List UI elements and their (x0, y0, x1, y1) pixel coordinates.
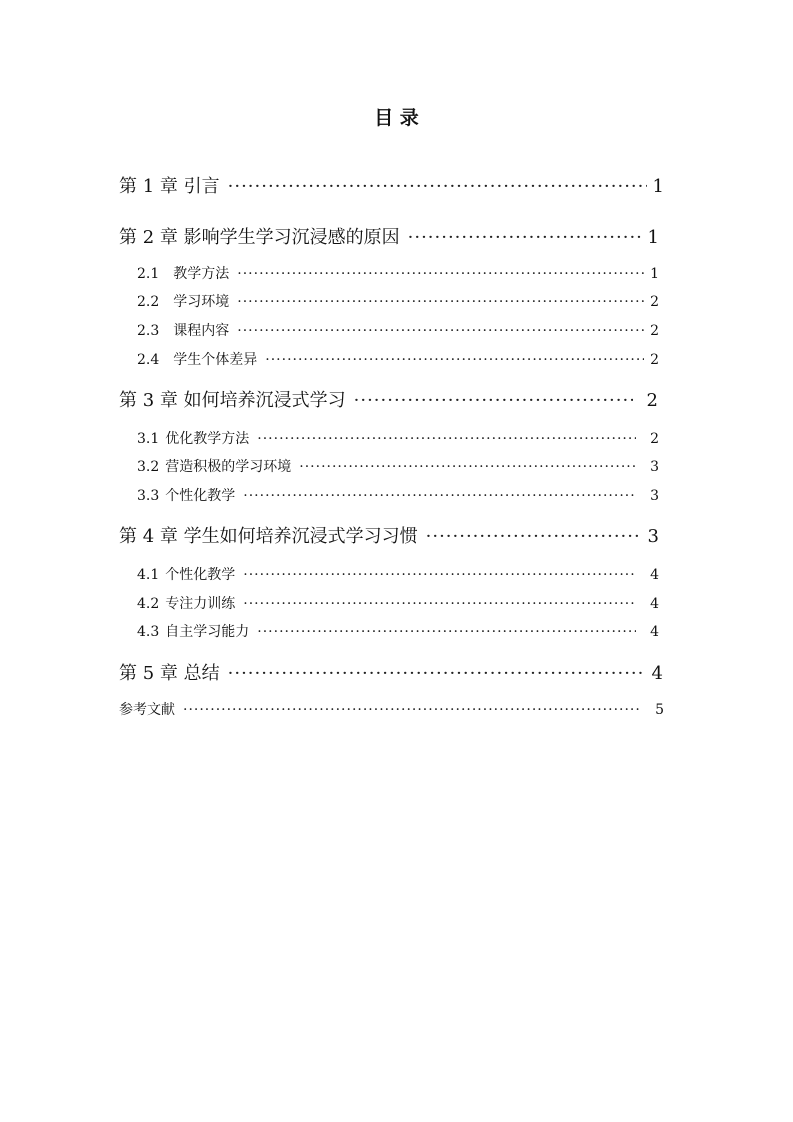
toc-entry-label: 学生个体差异 (173, 352, 258, 368)
toc-entry-page: 4 (650, 567, 659, 583)
toc-entry-page: 1 (647, 227, 659, 248)
toc-entry-page: 2 (646, 390, 658, 411)
toc-leader-dots (243, 567, 636, 583)
toc-entry-number: 4.3 (137, 624, 160, 640)
toc-entry-page: 4 (650, 596, 659, 612)
toc-entry-label: 第 2 章 影响学生学习沉浸感的原因 (119, 227, 400, 248)
toc-entry-chapter-3[interactable] (119, 386, 658, 412)
toc-entry-label: 自主学习能力 (165, 624, 250, 640)
toc-entry-page: 3 (650, 488, 659, 504)
toc-leader-dots (183, 702, 641, 718)
toc-leader-dots (257, 624, 636, 640)
toc-entry-label: 专注力训练 (165, 596, 236, 612)
toc-entry-section-4-3[interactable] (137, 621, 659, 641)
toc-entry-label: 个性化教学 (165, 567, 236, 583)
toc-entry-references[interactable] (119, 699, 664, 719)
toc-entry-section-3-2[interactable] (137, 456, 659, 476)
toc-entry-number: 2.4 (137, 352, 160, 368)
toc-entry-page: 1 (652, 176, 664, 197)
toc-entry-number: 4.1 (137, 567, 160, 583)
toc-entry-section-2-4[interactable] (137, 349, 659, 369)
toc-leader-dots (237, 294, 644, 310)
toc-entry-number: 2.2 (137, 294, 160, 310)
toc-entry-section-4-1[interactable] (137, 564, 659, 584)
toc-entry-section-4-2[interactable] (137, 593, 659, 613)
toc-entry-page: 4 (651, 663, 663, 684)
toc-entry-label: 营造积极的学习环境 (165, 459, 292, 475)
toc-entry-number: 3.2 (137, 459, 160, 475)
toc-entry-page: 3 (650, 459, 659, 475)
toc-entry-page: 4 (650, 624, 659, 640)
toc-leader-dots (299, 459, 636, 475)
toc-entry-section-2-1[interactable] (137, 263, 659, 283)
toc-entry-label: 优化教学方法 (165, 431, 250, 447)
toc-entry-page: 3 (647, 526, 659, 547)
toc-entry-label: 第 3 章 如何培养沉浸式学习 (119, 390, 346, 411)
toc-leader-dots (237, 323, 644, 339)
toc-entry-chapter-5[interactable] (119, 659, 663, 685)
toc-entry-label: 第 5 章 总结 (119, 663, 220, 684)
toc-entry-label: 课程内容 (173, 323, 230, 339)
toc-entry-chapter-2[interactable] (119, 223, 659, 249)
toc-entry-page: 1 (650, 266, 659, 282)
toc-entry-label: 参考文献 (119, 702, 175, 718)
toc-leader-dots (265, 352, 644, 368)
toc-entry-page: 2 (650, 323, 659, 339)
toc-entry-number: 4.2 (137, 596, 160, 612)
toc-entry-page: 2 (650, 294, 659, 310)
page-title: 目 录 (374, 107, 419, 129)
toc-entry-section-3-1[interactable] (137, 428, 659, 448)
toc-entry-number: 2.1 (137, 266, 160, 282)
toc-entry-label: 学习环境 (173, 294, 230, 310)
toc-entry-label: 教学方法 (173, 266, 230, 282)
toc-entry-number: 3.1 (137, 431, 160, 447)
toc-leader-dots (237, 266, 644, 282)
toc-entry-label: 第 1 章 引言 (119, 176, 220, 197)
toc-entry-page: 2 (650, 352, 659, 368)
toc-entry-section-3-3[interactable] (137, 485, 659, 505)
toc-leader-dots (257, 431, 636, 447)
toc-entry-number: 2.3 (137, 323, 160, 339)
toc-entry-number: 3.3 (137, 488, 160, 504)
toc-entry-page: 2 (650, 431, 659, 447)
toc-entry-section-2-2[interactable] (137, 291, 659, 311)
toc-entry-chapter-1[interactable] (119, 172, 664, 198)
toc-entry-section-2-3[interactable] (137, 320, 659, 340)
toc-leader-dots (354, 390, 633, 411)
toc-leader-dots (228, 176, 647, 197)
toc-entry-label: 个性化教学 (165, 488, 236, 504)
toc-leader-dots (426, 526, 642, 547)
toc-leader-dots (408, 227, 642, 248)
toc-entry-page: 5 (655, 702, 664, 718)
toc-entry-label: 第 4 章 学生如何培养沉浸式学习习惯 (119, 526, 418, 547)
toc-leader-dots (243, 488, 636, 504)
toc-leader-dots (228, 663, 646, 684)
toc-entry-chapter-4[interactable] (119, 522, 659, 548)
toc-leader-dots (243, 596, 636, 612)
